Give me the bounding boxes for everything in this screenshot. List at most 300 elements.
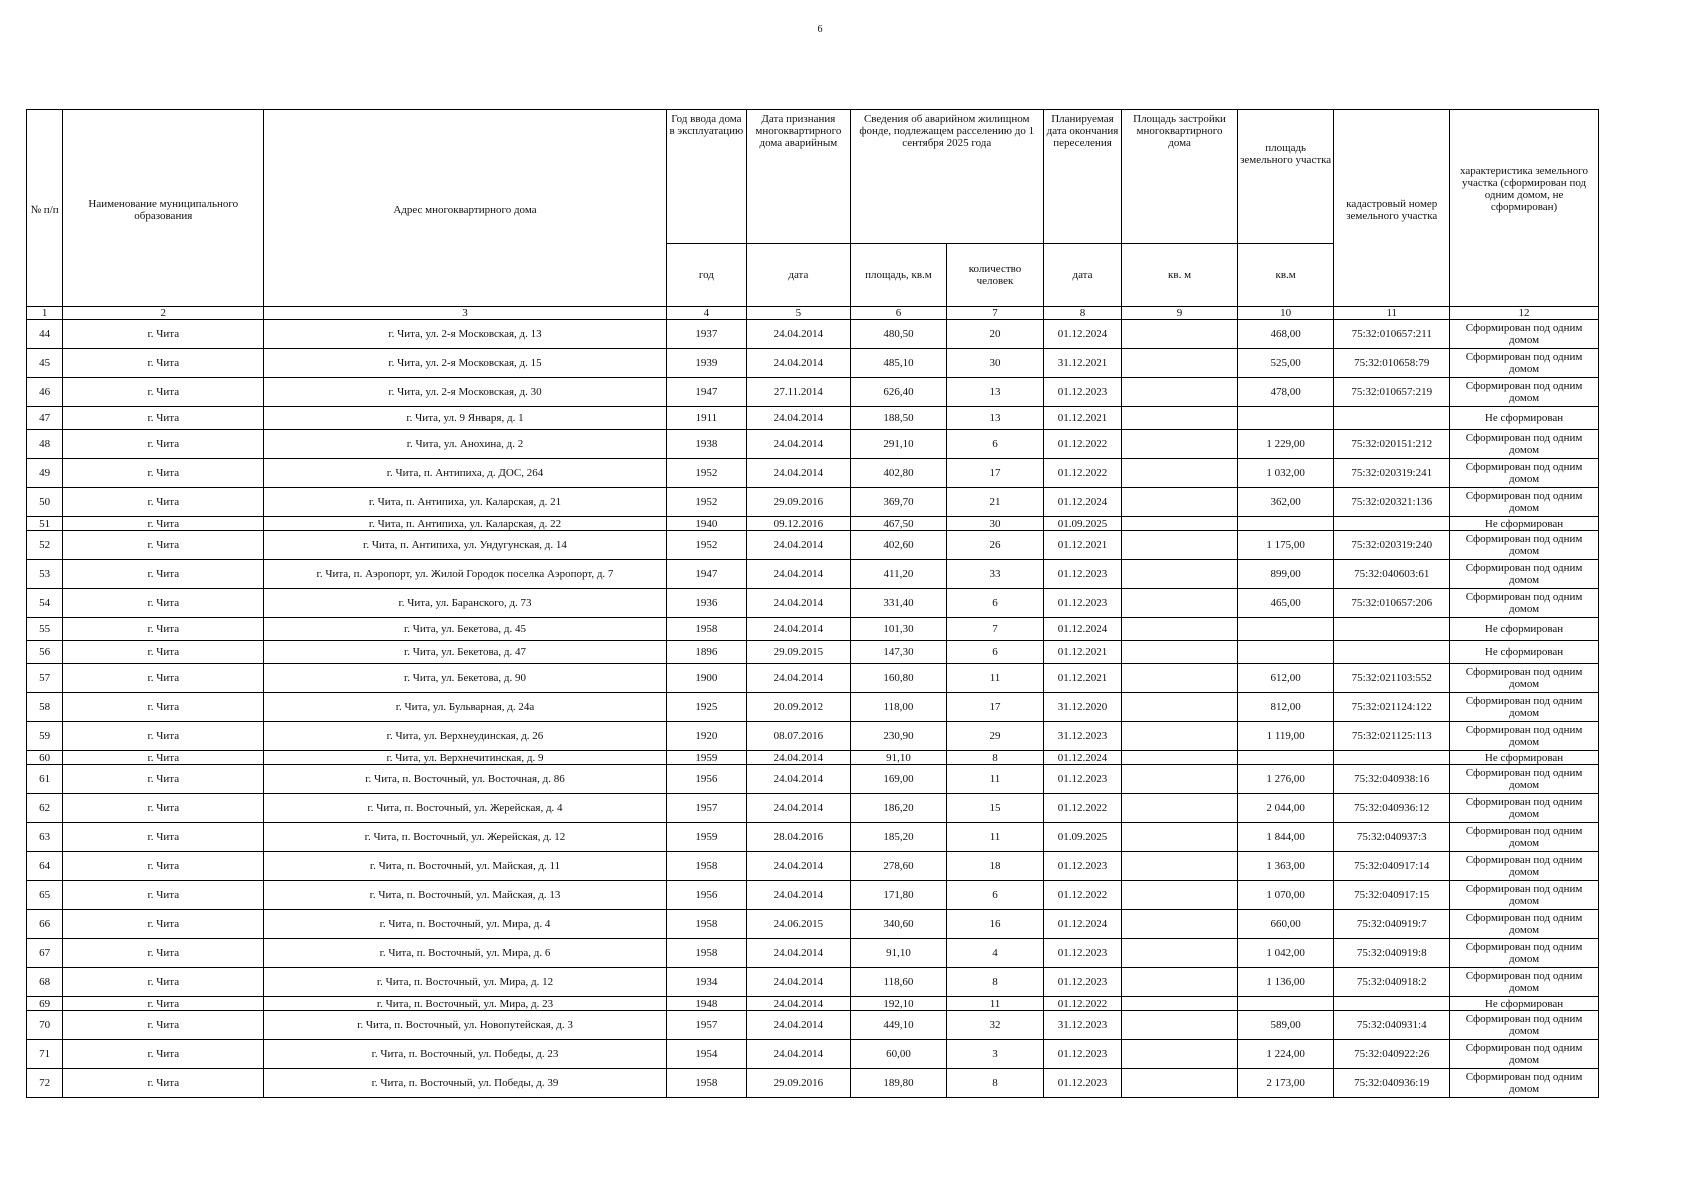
municipality-cell: г. Чита: [63, 939, 264, 968]
header-row-number: № п/п: [27, 110, 63, 307]
row-number-cell: 53: [27, 560, 63, 589]
header-year-built: Год ввода дома в эксплуатацию: [666, 110, 746, 244]
characteristic-cell: Сформирован под одним домом: [1450, 1011, 1599, 1040]
year-cell: 1957: [666, 794, 746, 823]
cadastral-cell: 75:32:040603:61: [1334, 560, 1450, 589]
people-cell: 11: [947, 765, 1044, 794]
address-cell: г. Чита, п. Восточный, ул. Жерейская, д. 4: [264, 794, 666, 823]
area-cell: 480,50: [850, 320, 947, 349]
building-area-cell: [1122, 1069, 1238, 1098]
emergency-date-cell: 24.04.2014: [747, 430, 851, 459]
municipality-cell: г. Чита: [63, 589, 264, 618]
cadastral-cell: 75:32:021103:552: [1334, 664, 1450, 693]
building-area-cell: [1122, 517, 1238, 531]
people-cell: 6: [947, 641, 1044, 664]
municipality-cell: г. Чита: [63, 430, 264, 459]
address-cell: г. Чита, ул. 2-я Московская, д. 15: [264, 349, 666, 378]
year-cell: 1936: [666, 589, 746, 618]
row-number-cell: 69: [27, 997, 63, 1011]
characteristic-cell: Сформирован под одним домом: [1450, 560, 1599, 589]
municipality-cell: г. Чита: [63, 664, 264, 693]
emergency-date-cell: 20.09.2012: [747, 693, 851, 722]
characteristic-cell: Сформирован под одним домом: [1450, 881, 1599, 910]
municipality-cell: г. Чита: [63, 349, 264, 378]
plan-date-cell: 01.12.2024: [1043, 320, 1121, 349]
land-area-cell: 589,00: [1237, 1011, 1334, 1040]
area-cell: 467,50: [850, 517, 947, 531]
land-area-cell: 1 224,00: [1237, 1040, 1334, 1069]
emergency-date-cell: 24.04.2014: [747, 320, 851, 349]
year-cell: 1938: [666, 430, 746, 459]
area-cell: 626,40: [850, 378, 947, 407]
plan-date-cell: 01.12.2023: [1043, 378, 1121, 407]
land-area-cell: 2 044,00: [1237, 794, 1334, 823]
plan-date-cell: 01.12.2024: [1043, 618, 1121, 641]
plan-date-cell: 31.12.2021: [1043, 349, 1121, 378]
row-number-cell: 52: [27, 531, 63, 560]
area-cell: 91,10: [850, 751, 947, 765]
land-area-cell: 812,00: [1237, 693, 1334, 722]
cadastral-cell: 75:32:010657:206: [1334, 589, 1450, 618]
column-number: 3: [264, 307, 666, 320]
plan-date-cell: 01.12.2021: [1043, 664, 1121, 693]
table-row: [27, 430, 1599, 459]
year-cell: 1920: [666, 722, 746, 751]
characteristic-cell: Сформирован под одним домом: [1450, 589, 1599, 618]
cadastral-cell: 75:32:020151:212: [1334, 430, 1450, 459]
municipality-cell: г. Чита: [63, 459, 264, 488]
year-cell: 1958: [666, 939, 746, 968]
emergency-date-cell: 24.04.2014: [747, 1040, 851, 1069]
address-cell: г. Чита, ул. Бекетова, д. 47: [264, 641, 666, 664]
emergency-date-cell: 29.09.2016: [747, 488, 851, 517]
people-cell: 18: [947, 852, 1044, 881]
land-area-cell: 1 276,00: [1237, 765, 1334, 794]
plan-date-cell: 01.12.2022: [1043, 430, 1121, 459]
building-area-cell: [1122, 1011, 1238, 1040]
row-number-cell: 67: [27, 939, 63, 968]
cadastral-cell: 75:32:040918:2: [1334, 968, 1450, 997]
emergency-date-cell: 27.11.2014: [747, 378, 851, 407]
year-cell: 1952: [666, 531, 746, 560]
address-cell: г. Чита, ул. Верхнечитинская, д. 9: [264, 751, 666, 765]
people-cell: 30: [947, 349, 1044, 378]
characteristic-cell: Сформирован под одним домом: [1450, 378, 1599, 407]
table-row: [27, 881, 1599, 910]
year-cell: 1958: [666, 910, 746, 939]
area-cell: 485,10: [850, 349, 947, 378]
year-cell: 1948: [666, 997, 746, 1011]
building-area-cell: [1122, 751, 1238, 765]
column-number: 7: [947, 307, 1044, 320]
cadastral-cell: [1334, 517, 1450, 531]
land-area-cell: 899,00: [1237, 560, 1334, 589]
municipality-cell: г. Чита: [63, 722, 264, 751]
header-building-area: Площадь застройки многоквартирного дома: [1122, 110, 1238, 244]
emergency-date-cell: 24.04.2014: [747, 531, 851, 560]
people-cell: 29: [947, 722, 1044, 751]
area-cell: 192,10: [850, 997, 947, 1011]
year-cell: 1947: [666, 560, 746, 589]
people-cell: 13: [947, 378, 1044, 407]
year-cell: 1952: [666, 459, 746, 488]
row-number-cell: 72: [27, 1069, 63, 1098]
land-area-cell: 465,00: [1237, 589, 1334, 618]
characteristic-cell: Не сформирован: [1450, 407, 1599, 430]
emergency-date-cell: 24.04.2014: [747, 997, 851, 1011]
area-cell: 449,10: [850, 1011, 947, 1040]
cadastral-cell: [1334, 641, 1450, 664]
cadastral-cell: 75:32:021125:113: [1334, 722, 1450, 751]
land-area-cell: 1 229,00: [1237, 430, 1334, 459]
cadastral-cell: [1334, 407, 1450, 430]
area-cell: 230,90: [850, 722, 947, 751]
emergency-date-cell: 24.04.2014: [747, 765, 851, 794]
building-area-cell: [1122, 618, 1238, 641]
address-cell: г. Чита, п. Восточный, ул. Победы, д. 23: [264, 1040, 666, 1069]
land-area-cell: 1 119,00: [1237, 722, 1334, 751]
area-cell: 185,20: [850, 823, 947, 852]
row-number-cell: 63: [27, 823, 63, 852]
header-emergency-date: Дата признания многоквартирного дома аварийным: [747, 110, 851, 244]
building-area-cell: [1122, 589, 1238, 618]
address-cell: г. Чита, п. Восточный, ул. Жерейская, д. 12: [264, 823, 666, 852]
municipality-cell: г. Чита: [63, 693, 264, 722]
address-cell: г. Чита, п. Восточный, ул. Мира, д. 4: [264, 910, 666, 939]
column-number: 10: [1237, 307, 1334, 320]
column-number: 8: [1043, 307, 1121, 320]
address-cell: г. Чита, ул. Бекетова, д. 90: [264, 664, 666, 693]
building-area-cell: [1122, 968, 1238, 997]
column-number: 9: [1122, 307, 1238, 320]
people-cell: 32: [947, 1011, 1044, 1040]
header-land-characteristic: характеристика земельного участка (сформирован под одним домом, не сформирован): [1450, 110, 1599, 307]
year-cell: 1940: [666, 517, 746, 531]
municipality-cell: г. Чита: [63, 488, 264, 517]
subheader-sqm: кв. м: [1122, 244, 1238, 307]
people-cell: 11: [947, 997, 1044, 1011]
table-row: [27, 852, 1599, 881]
plan-date-cell: 31.12.2023: [1043, 722, 1121, 751]
subheader-year: год: [666, 244, 746, 307]
table-row: [27, 618, 1599, 641]
building-area-cell: [1122, 765, 1238, 794]
address-cell: г. Чита, п. Восточный, ул. Победы, д. 39: [264, 1069, 666, 1098]
people-cell: 4: [947, 939, 1044, 968]
address-cell: г. Чита, п. Восточный, ул. Майская, д. 11: [264, 852, 666, 881]
year-cell: 1937: [666, 320, 746, 349]
plan-date-cell: 01.12.2024: [1043, 488, 1121, 517]
municipality-cell: г. Чита: [63, 968, 264, 997]
address-cell: г. Чита, п. Антипиха, ул. Ундугунская, д. 14: [264, 531, 666, 560]
area-cell: 186,20: [850, 794, 947, 823]
emergency-date-cell: 24.04.2014: [747, 751, 851, 765]
land-area-cell: 1 042,00: [1237, 939, 1334, 968]
area-cell: 101,30: [850, 618, 947, 641]
address-cell: г. Чита, ул. Баранского, д. 73: [264, 589, 666, 618]
emergency-date-cell: 24.04.2014: [747, 881, 851, 910]
year-cell: 1957: [666, 1011, 746, 1040]
year-cell: 1911: [666, 407, 746, 430]
table-row: [27, 722, 1599, 751]
header-land-area: площадь земельного участка: [1237, 110, 1334, 244]
characteristic-cell: Сформирован под одним домом: [1450, 968, 1599, 997]
land-area-cell: 1 032,00: [1237, 459, 1334, 488]
cadastral-cell: 75:32:021124:122: [1334, 693, 1450, 722]
table-row: [27, 589, 1599, 618]
cadastral-cell: 75:32:040938:16: [1334, 765, 1450, 794]
table-row: [27, 378, 1599, 407]
area-cell: 369,70: [850, 488, 947, 517]
people-cell: 21: [947, 488, 1044, 517]
building-area-cell: [1122, 1040, 1238, 1069]
cadastral-cell: 75:32:040917:14: [1334, 852, 1450, 881]
municipality-cell: г. Чита: [63, 997, 264, 1011]
address-cell: г. Чита, п. Восточный, ул. Новопутейская, д. 3: [264, 1011, 666, 1040]
plan-date-cell: 31.12.2020: [1043, 693, 1121, 722]
page-number: 6: [817, 24, 823, 35]
municipality-cell: г. Чита: [63, 560, 264, 589]
emergency-date-cell: 24.04.2014: [747, 852, 851, 881]
municipality-cell: г. Чита: [63, 823, 264, 852]
column-number-row: [27, 307, 1599, 320]
building-area-cell: [1122, 852, 1238, 881]
characteristic-cell: Сформирован под одним домом: [1450, 459, 1599, 488]
address-cell: г. Чита, п. Восточный, ул. Майская, д. 13: [264, 881, 666, 910]
plan-date-cell: 01.12.2022: [1043, 794, 1121, 823]
emergency-date-cell: 09.12.2016: [747, 517, 851, 531]
characteristic-cell: Не сформирован: [1450, 751, 1599, 765]
people-cell: 20: [947, 320, 1044, 349]
address-cell: г. Чита, п. Антипиха, ул. Каларская, д. 21: [264, 488, 666, 517]
cadastral-cell: 75:32:040936:19: [1334, 1069, 1450, 1098]
people-cell: 6: [947, 589, 1044, 618]
land-area-cell: [1237, 618, 1334, 641]
year-cell: 1925: [666, 693, 746, 722]
year-cell: 1956: [666, 765, 746, 794]
cadastral-cell: 75:32:010658:79: [1334, 349, 1450, 378]
plan-date-cell: 01.12.2022: [1043, 459, 1121, 488]
row-number-cell: 48: [27, 430, 63, 459]
area-cell: 331,40: [850, 589, 947, 618]
characteristic-cell: Сформирован под одним домом: [1450, 765, 1599, 794]
emergency-date-cell: 29.09.2016: [747, 1069, 851, 1098]
column-number: 11: [1334, 307, 1450, 320]
emergency-date-cell: 24.04.2014: [747, 560, 851, 589]
land-area-cell: 660,00: [1237, 910, 1334, 939]
land-area-cell: 468,00: [1237, 320, 1334, 349]
table-row: [27, 320, 1599, 349]
plan-date-cell: 01.12.2022: [1043, 881, 1121, 910]
people-cell: 17: [947, 459, 1044, 488]
table-row: [27, 794, 1599, 823]
row-number-cell: 58: [27, 693, 63, 722]
building-area-cell: [1122, 939, 1238, 968]
municipality-cell: г. Чита: [63, 641, 264, 664]
characteristic-cell: Сформирован под одним домом: [1450, 349, 1599, 378]
address-cell: г. Чита, п. Антипиха, д. ДОС, 264: [264, 459, 666, 488]
table-row: [27, 910, 1599, 939]
characteristic-cell: Сформирован под одним домом: [1450, 320, 1599, 349]
area-cell: 411,20: [850, 560, 947, 589]
row-number-cell: 46: [27, 378, 63, 407]
column-number: 1: [27, 307, 63, 320]
characteristic-cell: Не сформирован: [1450, 997, 1599, 1011]
emergency-date-cell: 08.07.2016: [747, 722, 851, 751]
characteristic-cell: Сформирован под одним домом: [1450, 1069, 1599, 1098]
emergency-date-cell: 24.04.2014: [747, 794, 851, 823]
row-number-cell: 62: [27, 794, 63, 823]
area-cell: 402,60: [850, 531, 947, 560]
characteristic-cell: Сформирован под одним домом: [1450, 823, 1599, 852]
cadastral-cell: 75:32:010657:219: [1334, 378, 1450, 407]
land-area-cell: 1 175,00: [1237, 531, 1334, 560]
land-area-cell: 1 363,00: [1237, 852, 1334, 881]
building-area-cell: [1122, 407, 1238, 430]
plan-date-cell: 01.12.2021: [1043, 641, 1121, 664]
subheader-area: площадь, кв.м: [850, 244, 947, 307]
address-cell: г. Чита, ул. Верхнеудинская, д. 26: [264, 722, 666, 751]
land-area-cell: 2 173,00: [1237, 1069, 1334, 1098]
address-cell: г. Чита, ул. 2-я Московская, д. 13: [264, 320, 666, 349]
people-cell: 15: [947, 794, 1044, 823]
address-cell: г. Чита, ул. 9 Января, д. 1: [264, 407, 666, 430]
land-area-cell: 1 070,00: [1237, 881, 1334, 910]
table-row: [27, 531, 1599, 560]
emergency-date-cell: 24.04.2014: [747, 939, 851, 968]
address-cell: г. Чита, п. Антипиха, ул. Каларская, д. 22: [264, 517, 666, 531]
plan-date-cell: 01.12.2023: [1043, 1040, 1121, 1069]
municipality-cell: г. Чита: [63, 378, 264, 407]
land-area-cell: 1 136,00: [1237, 968, 1334, 997]
characteristic-cell: Не сформирован: [1450, 641, 1599, 664]
area-cell: 188,50: [850, 407, 947, 430]
cadastral-cell: 75:32:040919:8: [1334, 939, 1450, 968]
table-row: [27, 517, 1599, 531]
table-row: [27, 664, 1599, 693]
area-cell: 189,80: [850, 1069, 947, 1098]
cadastral-cell: [1334, 751, 1450, 765]
row-number-cell: 66: [27, 910, 63, 939]
emergency-date-cell: 24.04.2014: [747, 1011, 851, 1040]
characteristic-cell: Сформирован под одним домом: [1450, 1040, 1599, 1069]
row-number-cell: 54: [27, 589, 63, 618]
building-area-cell: [1122, 664, 1238, 693]
header-cadastral-number: кадастровый номер земельного участка: [1334, 110, 1450, 307]
row-number-cell: 51: [27, 517, 63, 531]
table-row: [27, 1040, 1599, 1069]
table-row: [27, 997, 1599, 1011]
table-row: [27, 560, 1599, 589]
year-cell: 1934: [666, 968, 746, 997]
year-cell: 1952: [666, 488, 746, 517]
land-area-cell: 1 844,00: [1237, 823, 1334, 852]
cadastral-cell: 75:32:040919:7: [1334, 910, 1450, 939]
plan-date-cell: 01.12.2021: [1043, 407, 1121, 430]
cadastral-cell: 75:32:020319:241: [1334, 459, 1450, 488]
row-number-cell: 59: [27, 722, 63, 751]
address-cell: г. Чита, п. Восточный, ул. Мира, д. 23: [264, 997, 666, 1011]
address-cell: г. Чита, ул. Бекетова, д. 45: [264, 618, 666, 641]
land-area-cell: 612,00: [1237, 664, 1334, 693]
table-row: [27, 488, 1599, 517]
row-number-cell: 71: [27, 1040, 63, 1069]
building-area-cell: [1122, 641, 1238, 664]
address-cell: г. Чита, ул. Анохина, д. 2: [264, 430, 666, 459]
municipality-cell: г. Чита: [63, 881, 264, 910]
table-row: [27, 1011, 1599, 1040]
column-number: 4: [666, 307, 746, 320]
municipality-cell: г. Чита: [63, 910, 264, 939]
plan-date-cell: 01.12.2023: [1043, 968, 1121, 997]
building-area-cell: [1122, 794, 1238, 823]
table-row: [27, 751, 1599, 765]
people-cell: 30: [947, 517, 1044, 531]
characteristic-cell: Сформирован под одним домом: [1450, 693, 1599, 722]
cadastral-cell: 75:32:020321:136: [1334, 488, 1450, 517]
plan-date-cell: 01.12.2023: [1043, 765, 1121, 794]
table-row: [27, 968, 1599, 997]
table-row: [27, 349, 1599, 378]
municipality-cell: г. Чита: [63, 1040, 264, 1069]
year-cell: 1958: [666, 618, 746, 641]
people-cell: 6: [947, 881, 1044, 910]
row-number-cell: 47: [27, 407, 63, 430]
people-cell: 8: [947, 1069, 1044, 1098]
people-cell: 13: [947, 407, 1044, 430]
column-number: 12: [1450, 307, 1599, 320]
people-cell: 3: [947, 1040, 1044, 1069]
header-emergency-fund: Сведения об аварийном жилищном фонде, подлежащем расселению до 1 сентября 2025 года: [850, 110, 1043, 244]
plan-date-cell: 01.12.2023: [1043, 939, 1121, 968]
cadastral-cell: 75:32:020319:240: [1334, 531, 1450, 560]
subheader-people: количество человек: [947, 244, 1044, 307]
characteristic-cell: Не сформирован: [1450, 517, 1599, 531]
row-number-cell: 56: [27, 641, 63, 664]
municipality-cell: г. Чита: [63, 407, 264, 430]
people-cell: 11: [947, 664, 1044, 693]
municipality-cell: г. Чита: [63, 1011, 264, 1040]
year-cell: 1958: [666, 1069, 746, 1098]
plan-date-cell: 01.12.2023: [1043, 589, 1121, 618]
characteristic-cell: Сформирован под одним домом: [1450, 664, 1599, 693]
area-cell: 147,30: [850, 641, 947, 664]
building-area-cell: [1122, 881, 1238, 910]
building-area-cell: [1122, 378, 1238, 407]
year-cell: 1900: [666, 664, 746, 693]
table-row: [27, 765, 1599, 794]
table-row: [27, 693, 1599, 722]
people-cell: 6: [947, 430, 1044, 459]
row-number-cell: 61: [27, 765, 63, 794]
row-number-cell: 55: [27, 618, 63, 641]
year-cell: 1956: [666, 881, 746, 910]
municipality-cell: г. Чита: [63, 320, 264, 349]
row-number-cell: 64: [27, 852, 63, 881]
address-cell: г. Чита, п. Восточный, ул. Мира, д. 12: [264, 968, 666, 997]
year-cell: 1939: [666, 349, 746, 378]
characteristic-cell: Не сформирован: [1450, 618, 1599, 641]
plan-date-cell: 01.12.2024: [1043, 751, 1121, 765]
address-cell: г. Чита, п. Восточный, ул. Восточная, д. 86: [264, 765, 666, 794]
year-cell: 1947: [666, 378, 746, 407]
characteristic-cell: Сформирован под одним домом: [1450, 722, 1599, 751]
year-cell: 1896: [666, 641, 746, 664]
year-cell: 1959: [666, 823, 746, 852]
area-cell: 278,60: [850, 852, 947, 881]
row-number-cell: 57: [27, 664, 63, 693]
land-area-cell: [1237, 997, 1334, 1011]
